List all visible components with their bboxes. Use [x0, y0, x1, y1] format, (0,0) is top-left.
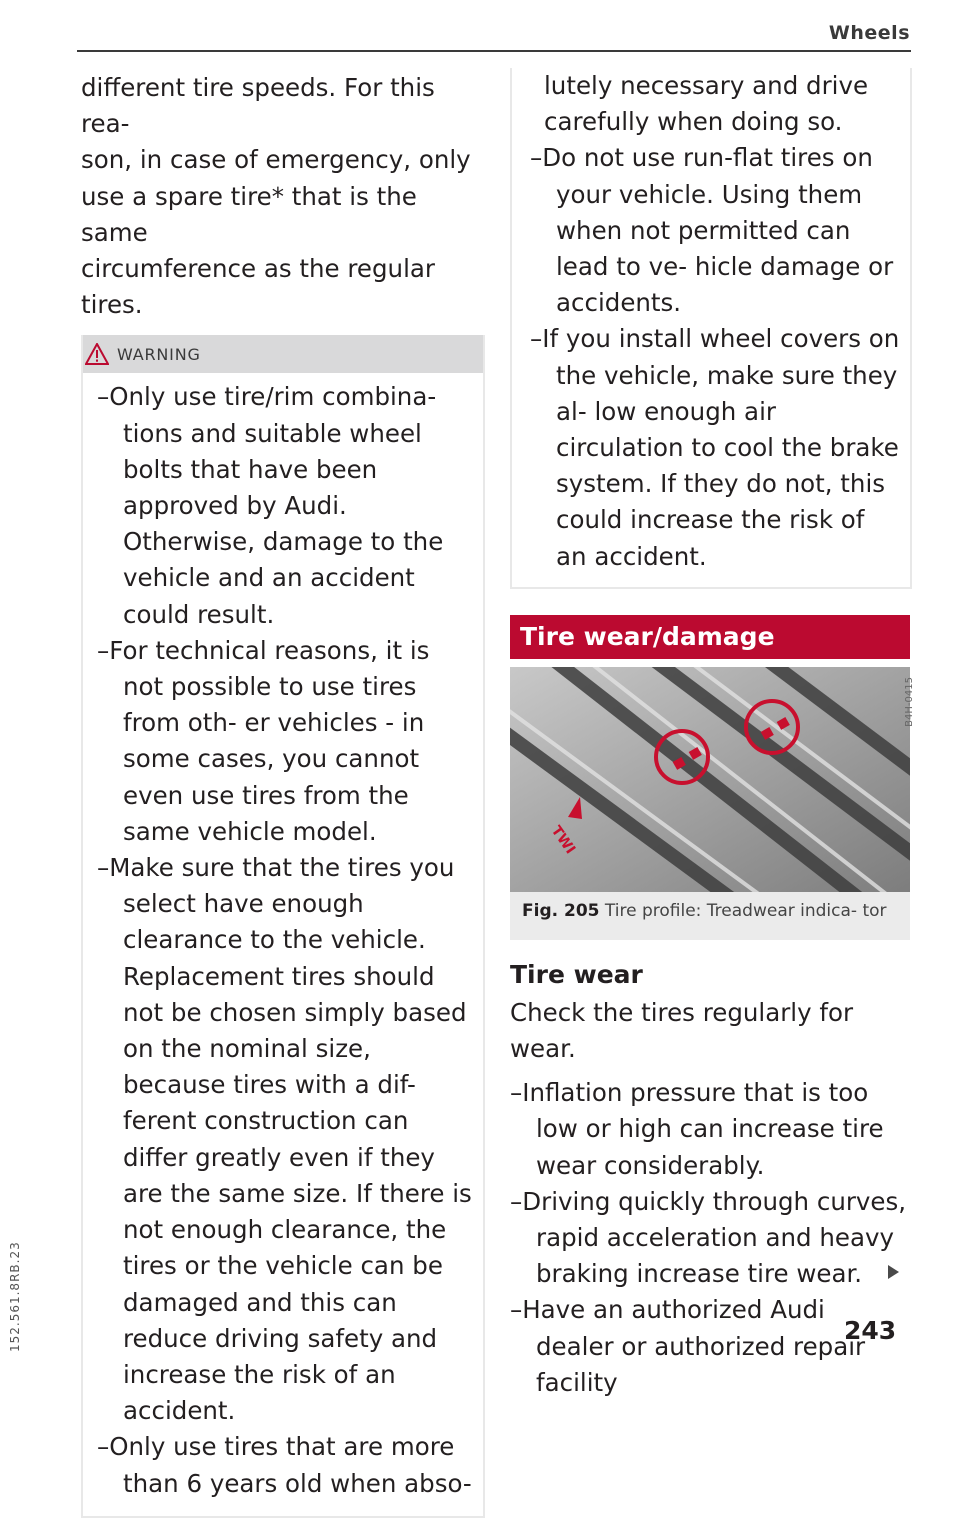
warning-item: –Only use tire/rim combina- tions and suitable wheel bolts that have been approved by Audi. Otherwise, damage to the vehicle and an accident could result. — [97, 382, 444, 629]
right-column — [510, 71, 915, 1401]
warning-body — [83, 373, 483, 1515]
section-title: Wheels — [828, 22, 910, 44]
intro-line-1: different tire speeds. For this rea- — [81, 73, 435, 139]
left-column — [81, 70, 481, 1518]
warning-box — [81, 335, 485, 1517]
warning-label: WARNING — [117, 344, 201, 364]
figure-caption — [510, 892, 910, 940]
warning-item: –Do not use run-flat tires on your vehicle. Using them when not permitted can lead to ve- hicle damage or accidents. — [530, 143, 894, 318]
warning-item: –Make sure that the tires you select have enough clearance to the vehicle. Replacement tires should not be chosen simply based on the nominal size, because tires with a dif- ferent construction can differ greatly even if they are the same size. If there is not enough clearance, the tires or the vehicle can be damaged and this can reduce driving safety and increase the risk of an accident. — [97, 853, 472, 1426]
margin-code: 152.561.8RB.23 — [8, 1241, 22, 1352]
figure-code: B4H-0415 — [904, 676, 915, 727]
subheading: Tire wear — [510, 959, 643, 989]
tire-tread-illustration — [510, 667, 910, 892]
list-item: –Inflation pressure that is too low or high can increase tire wear considerably. — [510, 1078, 884, 1180]
header-rule — [77, 50, 911, 52]
figure-caption-label: Fig. 205 — [522, 900, 600, 921]
warning-triangle-icon — [85, 343, 109, 365]
figure-image-wrap — [510, 667, 915, 892]
warning-item: –If you install wheel covers on the vehicle, make sure they al- low enough air circulation to cool the brake system. If they do not, this could increase the risk of an accident. — [530, 324, 900, 571]
intro-line-2: son, in case of emergency, only — [81, 145, 471, 175]
warning-header — [83, 335, 483, 373]
section-heading: Tire wear/damage — [510, 615, 910, 659]
warning-cont-lead: lutely necessary and drive carefully when doing so. — [544, 71, 869, 137]
continue-arrow-icon — [888, 1265, 899, 1279]
page-number: 243 — [844, 1316, 897, 1345]
body-text: Check the tires regularly for wear. — [510, 997, 854, 1064]
list-item: –Driving quickly through curves, rapid acceleration and heavy braking increase tire wear. — [510, 1186, 907, 1289]
figure — [510, 667, 915, 940]
warning-continuation — [510, 68, 912, 589]
intro-line-3: use a spare tire* that is the same — [81, 181, 417, 247]
warning-item: –Only use tires that are more than 6 years old when abso- — [97, 1432, 472, 1498]
twi-label: TWI — [547, 822, 579, 857]
intro-line-4: circumference as the regular tires. — [81, 254, 435, 320]
warning-item: –For technical reasons, it is not possible to use tires from oth- er vehicles - in some cases, you cannot even use tires from the same vehicle model. — [97, 635, 430, 846]
list-item: –Have an authorized Audi dealer or authorized repair facility — [510, 1295, 866, 1397]
figure-caption-text: Tire profile: Treadwear indica- tor — [604, 900, 887, 921]
